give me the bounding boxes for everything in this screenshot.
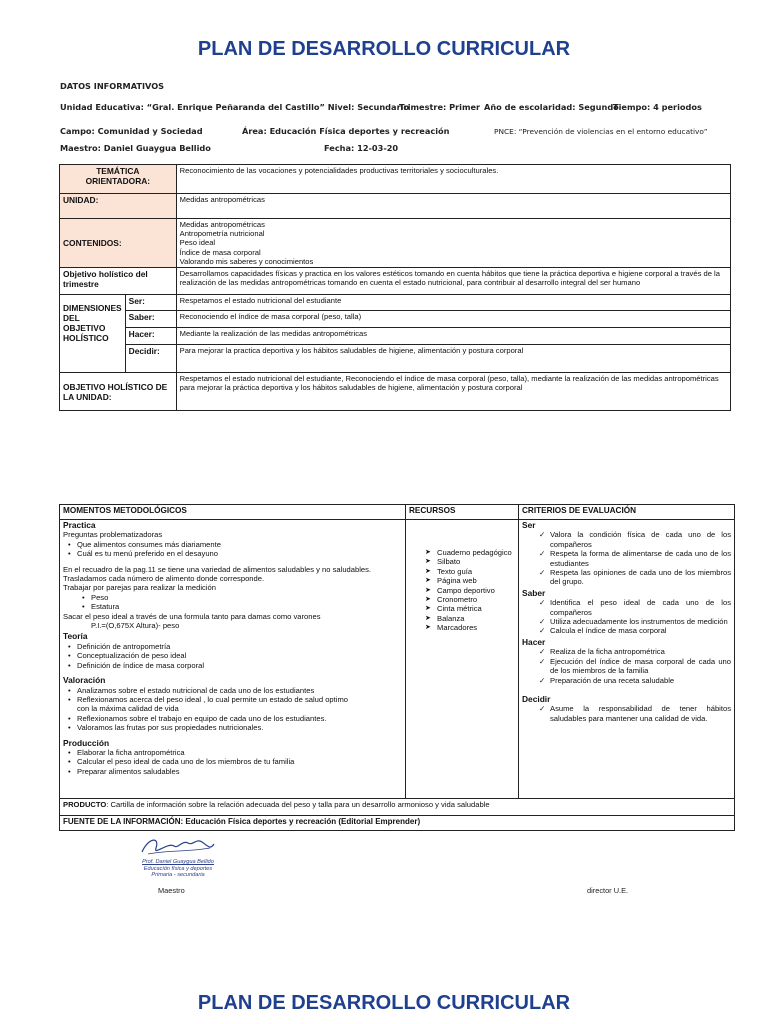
recurso-item: ➤ Cuaderno pedagógico	[437, 548, 515, 557]
signature-scribble	[138, 834, 218, 860]
dimensiones-label: DIMENSIONES DEL OBJETIVO HOLÍSTICO	[60, 295, 126, 373]
saber-value: Reconociendo el índice de masa corporal (peso, talla)	[176, 311, 730, 328]
produccion-bullet: • Elaborar la ficha antropométrica	[77, 748, 402, 757]
maestro: Maestro: Daniel Guaygua Bellido	[60, 143, 211, 153]
practica-paragraph: En el recuadro de la pag.11 se tiene una variedad de alimentos saludables y no saludables. Trasladamos cada número de alimento donde corresponde.	[63, 564, 372, 584]
contenidos-label: CONTENIDOS:	[60, 219, 177, 268]
recurso-item: ➤ Cinta métrica	[437, 604, 515, 613]
criterio-decidir-title: Decidir	[522, 693, 551, 704]
criterio-saber-title: Saber	[522, 587, 546, 598]
datos-heading: DATOS INFORMATIVOS	[60, 81, 165, 91]
recursos-header: RECURSOS	[406, 505, 519, 520]
contenido-item: Índice de masa corporal	[179, 247, 261, 257]
page-title: PLAN DE DESARROLLO CURRICULAR	[197, 38, 571, 60]
recurso-item: ➤ Página web	[437, 576, 515, 585]
objetivo-unidad-label: OBJETIVO HOLÍSTICO DE LA UNIDAD:	[60, 373, 177, 411]
producto-label: PRODUCTO	[63, 800, 107, 809]
objetivo-trimestre-value: Desarrollamos capacidades físicas y practica en los valores estéticos tomando en cuenta hábitos que tiene la práctica deportiva e higiene corporal a través de la realización de las medidas antropométricas tomando en cuenta el estado nutricional, para contribuir al desarrollo integral del ser humano	[176, 268, 730, 295]
valoracion-title: Valoración	[63, 675, 106, 686]
formula: P.I.=(O,675X Altura)- peso	[91, 621, 180, 631]
decidir-value: Para mejorar la practica deportiva y los hábitos saludables de higiene, alimentación y postura corporal	[176, 345, 730, 373]
recurso-item: ➤ Texto guía	[437, 567, 515, 576]
produccion-bullet: • Calcular el peso ideal de cada uno de los miembros de tu familia	[77, 757, 402, 766]
decidir-label: Decidir:	[125, 345, 176, 373]
contenido-item: Valorando mis saberes y conocimientos	[179, 256, 314, 266]
criterio-ser-title: Ser	[522, 520, 536, 530]
valoracion-bullet: • Analizamos sobre el estado nutricional de cada uno de los estudiantes	[77, 686, 362, 695]
criterio-hacer-title: Hacer	[522, 636, 546, 647]
tematica-value: Reconocimiento de las vocaciones y potencialidades productivas territoriales y socioculturales.	[176, 165, 730, 194]
recurso-item: ➤ Silbato	[437, 557, 515, 566]
fuente-row: FUENTE DE LA INFORMACIÓN: Educación Física deportes y recreación (Editorial Emprender)	[60, 816, 735, 831]
director-signature-label: director U.E.	[587, 886, 629, 895]
producto-row	[60, 799, 735, 816]
recurso-item: ➤ Cronometro	[437, 595, 515, 604]
recursos-cell	[406, 520, 519, 799]
ser-label: Ser:	[125, 295, 176, 311]
hacer-label: Hacer:	[125, 328, 176, 345]
producto-value: : Cartilla de información sobre la relación adecuada del peso y talla para un desarrollo armonioso y vida saludable	[106, 800, 490, 809]
pnce: PNCE: “Prevención de violencias en el entorno educativo”	[494, 127, 708, 136]
campo: Campo: Comunidad y Sociedad	[60, 126, 203, 136]
criterio-item: ✓ Realiza de la ficha antropométrica	[550, 647, 731, 656]
tiempo: Tiempo: 4 periodos	[613, 102, 702, 112]
criterio-item: ✓ Preparación de una receta saludable	[550, 676, 731, 685]
criterio-item: ✓ Respeta la forma de alimentarse de cada uno de los estudiantes	[550, 549, 731, 568]
practica-bullet: • Peso	[91, 593, 402, 602]
objetivo-unidad-value: Respetamos el estado nutricional del estudiante, Reconociendo el índice de masa corporal (peso, talla), mediante la realización de las medidas antropométricas para mejorar la práctica deportiva y los hábitos saludables de higiene, alimentación y postura corporal	[176, 373, 730, 411]
stamp-line: Primaria - secundaria	[151, 872, 205, 879]
criterio-item: ✓ Ejecución del índice de masa corporal de cada uno de los miembros de la familia	[550, 657, 731, 676]
produccion-bullet: • Preparar alimentos saludables	[77, 767, 402, 776]
valoracion-bullet: • Reflexionamos sobre el trabajo en equipo de cada uno de los estudiantes.	[77, 714, 362, 723]
objetivo-trimestre-label: Objetivo holístico del trimestre	[60, 268, 177, 295]
produccion-title: Producción	[63, 737, 110, 748]
practica-paragraph: Sacar el peso ideal a través de una formula tanto para damas como varones	[63, 611, 321, 621]
criterio-item: ✓ Valora la condición física de cada uno de los compañeros	[550, 530, 731, 549]
contenido-item: Antropometría nutricional	[179, 229, 265, 239]
stamp-line: Educación física y deportes	[143, 865, 213, 872]
hacer-value: Mediante la realización de las medidas antropométricas	[176, 328, 730, 345]
objectives-table	[59, 164, 731, 411]
practica-paragraph: Trabajar por parejas para realizar la medición	[63, 583, 216, 593]
recurso-item: ➤ Marcadores	[437, 623, 515, 632]
momentos-cell	[60, 520, 406, 799]
teoria-bullet: • Definición de índice de masa corporal	[77, 661, 402, 670]
contenido-item: Medidas antropométricas	[179, 220, 265, 229]
practica-bullet: • Que alimentos consumes más diariamente	[77, 540, 402, 549]
unidad-value: Medidas antropométricas	[176, 194, 730, 219]
unidad-educativa: Unidad Educativa: “Gral. Enrique Peñaranda del Castillo” Nivel: Secundario	[60, 102, 410, 112]
tematica-label: TEMÁTICA ORIENTADORA:	[60, 165, 177, 194]
practica-title: Practica	[63, 520, 96, 530]
teoria-bullet: • Conceptualización de peso ideal	[77, 651, 402, 660]
recurso-item: ➤ Campo deportivo	[437, 586, 515, 595]
valoracion-bullet: • Valoramos las frutas por sus propiedades nutricionales.	[77, 723, 362, 732]
criterio-item: ✓ Respeta las opiniones de cada uno de los miembros del grupo.	[550, 568, 731, 587]
methodology-table	[59, 504, 735, 831]
trimestre: Trimestre: Primer	[399, 102, 481, 112]
teoria-title: Teoría	[63, 631, 88, 642]
recurso-item: ➤ Balanza	[437, 614, 515, 623]
practica-bullet: • Estatura	[91, 602, 402, 611]
anio-escolaridad: Año de escolaridad: Segundo	[484, 102, 619, 112]
unidad-label: UNIDAD:	[60, 194, 177, 219]
practica-intro: Preguntas problematizadoras	[63, 530, 163, 540]
fecha: Fecha: 12-03-20	[324, 143, 399, 153]
next-page-title: PLAN DE DESARROLLO CURRICULAR	[197, 992, 571, 1014]
valoracion-bullet: • Reflexionamos acerca del peso ideal , lo cual permite un estado de salud optimo con la máxima calidad de vida	[77, 695, 362, 714]
practica-bullet: • Cuál es tu menú preferido en el desayuno	[77, 549, 402, 558]
ser-value: Respetamos el estado nutricional del estudiante	[176, 295, 730, 311]
criterio-item: ✓ Utiliza adecuadamente los instrumentos de medición	[550, 617, 731, 626]
stamp-name: Prof. Daniel Guaygua Bellido	[142, 859, 214, 865]
criterios-header: CRITERIOS DE EVALUACIÓN	[519, 505, 735, 520]
area: Área: Educación Física deportes y recreación	[242, 126, 450, 136]
maestro-signature-label: Maestro	[158, 886, 185, 895]
momentos-header: MOMENTOS METODOLÓGICOS	[60, 505, 406, 520]
saber-label: Saber:	[125, 311, 176, 328]
criterios-cell	[519, 520, 735, 799]
contenidos-list	[176, 219, 730, 268]
criterio-item: ✓ Identifica el peso ideal de cada uno de los compañeros	[550, 598, 731, 617]
contenido-item: Peso ideal	[179, 238, 216, 248]
teacher-stamp	[128, 859, 228, 879]
teoria-bullet: • Definición de antropometría	[77, 642, 402, 651]
criterio-item: ✓ Asume la responsabilidad de tener hábitos saludables para mantener una calidad de vida.	[550, 704, 731, 723]
criterio-item: ✓ Calcula el índice de masa corporal	[550, 626, 731, 635]
